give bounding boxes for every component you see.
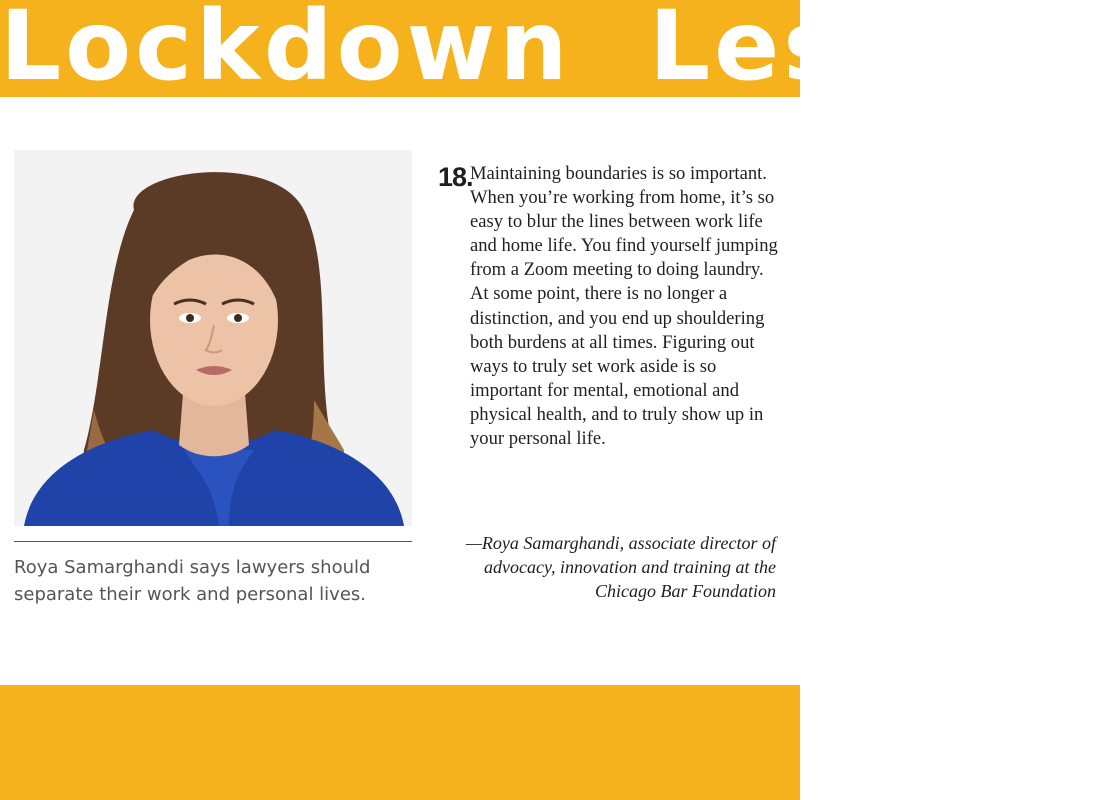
lesson-number: 18.: [438, 162, 473, 192]
lesson-attribution: —Roya Samarghandi, associate director of advocacy, innovation and training at the Chicago Bar Foundation: [465, 533, 776, 601]
lesson-text: Maintaining boundaries is so important. When you’re working from home, it’s so easy to blur the lines between work life and home life. You find yourself jumping from a Zoom meeting to doing laundry. At some point, there is no longer a distinction, and you end up shouldering both burdens at all times. Figuring out ways to truly set work aside is so important for mental, emotional and physical health, and to truly show up in your personal life.: [470, 163, 778, 450]
photo-caption: Roya Samarghandi says lawyers should separate their work and personal lives.: [14, 557, 371, 605]
title-banner: [0, 0, 1109, 102]
portrait-illustration: [14, 150, 412, 526]
footer-band: [0, 685, 800, 800]
portrait-photo: [14, 150, 412, 526]
caption-divider: [14, 541, 412, 542]
banner-title: Lockdown Lessons: [0, 0, 1109, 102]
